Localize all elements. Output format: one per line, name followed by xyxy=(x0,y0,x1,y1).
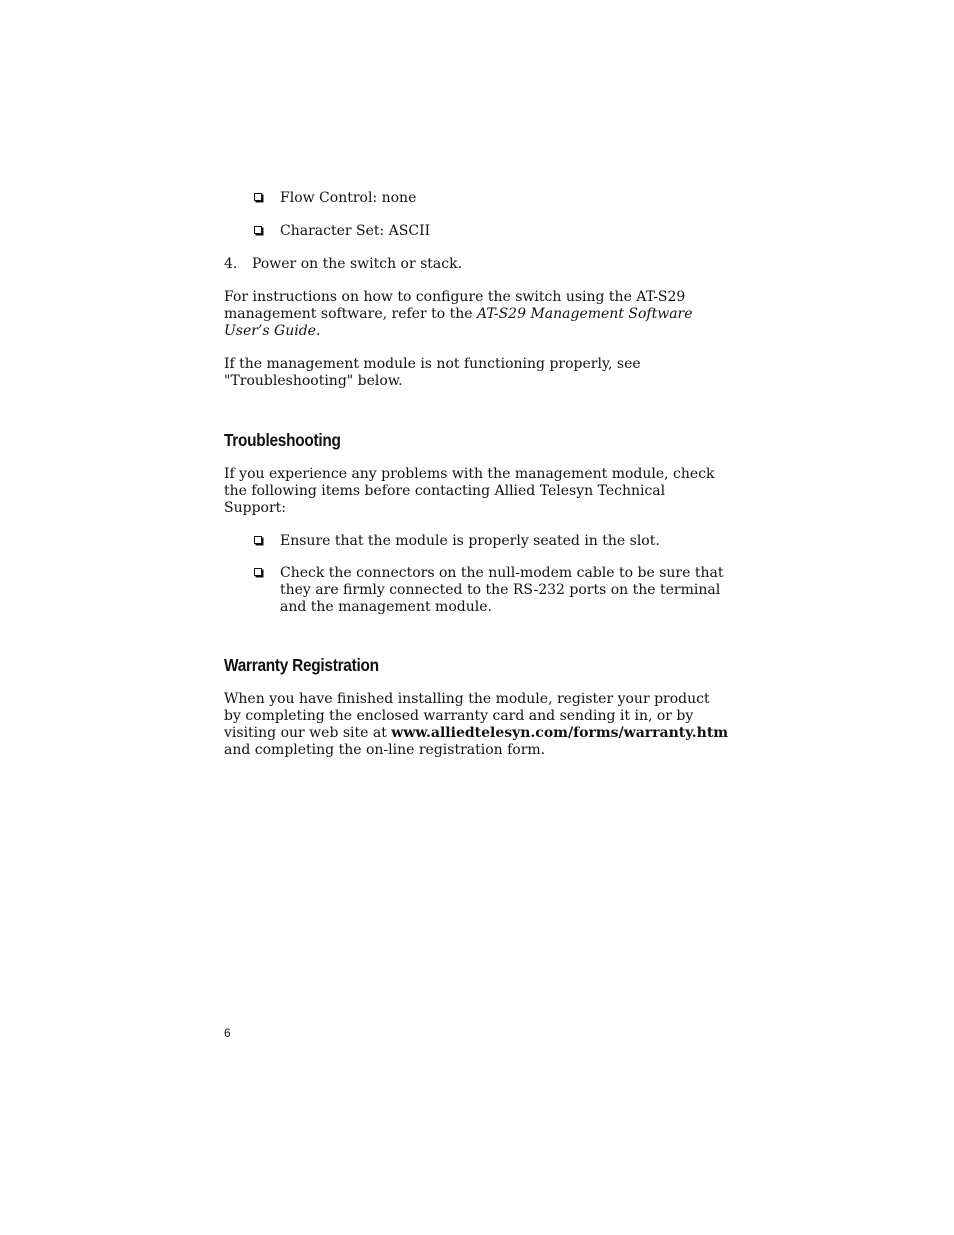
warranty-url: www.alliedtelesyn.com/forms/warranty.htm xyxy=(391,725,729,741)
checkbox-bullet-icon xyxy=(254,536,262,544)
troubleshooting-intro: If you experience any problems with the management module, check the following items before contacting Allied Telesyn Technical Support: xyxy=(224,466,715,516)
checkbox-bullet-icon xyxy=(254,193,262,201)
list-item-character-set xyxy=(224,223,730,240)
list-item-text: Character Set: ASCII xyxy=(280,223,431,239)
list-item-check-connectors xyxy=(224,565,730,616)
warranty-text-end: and completing the on-line registration form. xyxy=(224,742,546,758)
warranty-paragraph xyxy=(224,691,730,759)
config-paragraph-text: For instructions on how to configure the switch using the AT-S29 management software, refer to the xyxy=(224,289,686,322)
guide-title: AT-S29 Management Software User’s Guide xyxy=(224,306,693,339)
list-item-text: Check the connectors on the null-modem cable to be sure that they are firmly connected to the RS-232 ports on the terminal and the management module. xyxy=(280,565,724,615)
not-functioning-paragraph: If the management module is not functioning properly, see "Troubleshooting" below. xyxy=(224,356,641,389)
checkbox-bullet-icon xyxy=(254,226,262,234)
config-paragraph-end: . xyxy=(315,323,321,339)
list-item-text: Flow Control: none xyxy=(280,190,417,206)
checkbox-bullet-icon xyxy=(254,568,262,576)
warranty-heading: Warranty Registration xyxy=(224,655,379,675)
warranty-text: When you have finished installing the module, register your product by completing the enclosed warranty card and sending it in, or by visiting our web site at xyxy=(224,691,710,741)
config-paragraph xyxy=(224,289,730,340)
step-number: 4. xyxy=(224,256,238,272)
page-content xyxy=(224,190,730,759)
page-number: 6 xyxy=(224,1026,231,1040)
troubleshooting-heading: Troubleshooting xyxy=(224,430,341,450)
step-4 xyxy=(224,256,730,273)
step-text: Power on the switch or stack. xyxy=(252,256,463,272)
list-item-module-seated xyxy=(224,533,730,550)
list-item-flow-control xyxy=(224,190,730,207)
list-item-text: Ensure that the module is properly seated in the slot. xyxy=(280,533,660,549)
